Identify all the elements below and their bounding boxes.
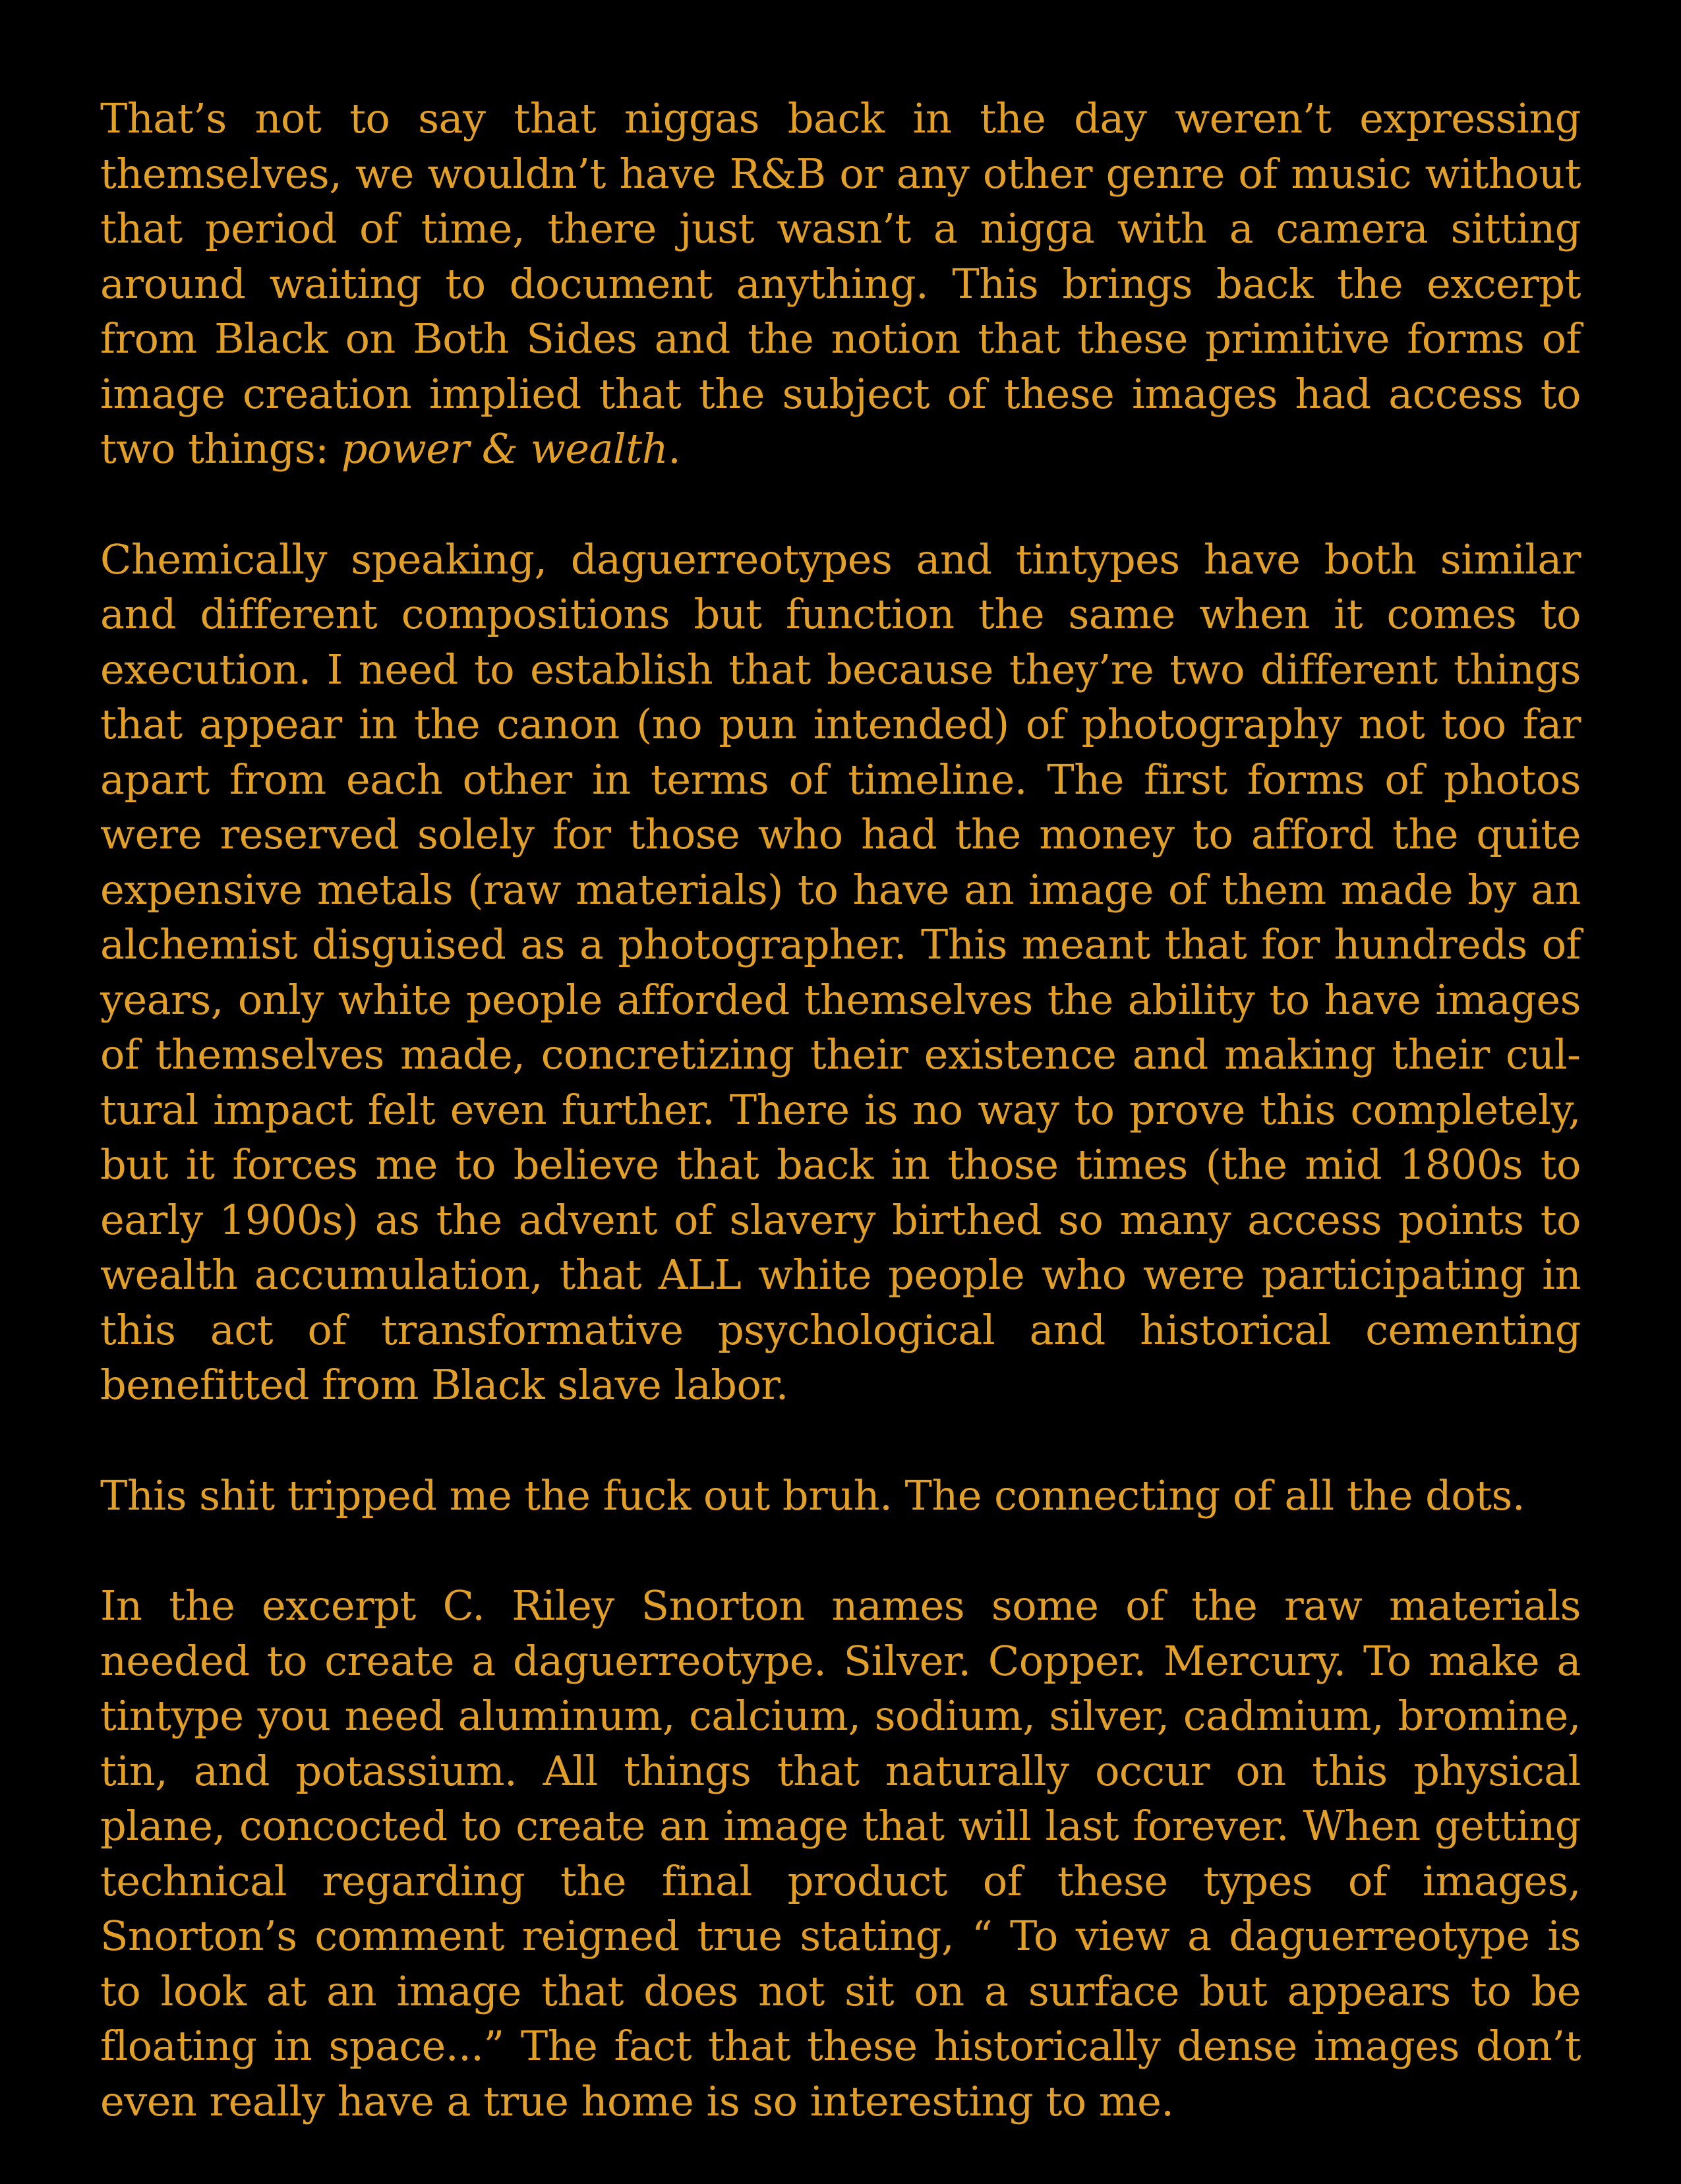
paragraph-chemistry: Chemically speaking, daguerreotypes and tintypes have both similar and different compositions but function the same when it comes to execution. I need to establish that because they’re two different things that appear in the canon (no pun intended) of photography not too far apart from each other in terms of timeline. The first forms of photos were reserved solely for those who had the money to afford the quite expensive metals (raw materials) to have an image of them made by an alchemist disguised as a photographer. This meant that for hundreds of years, only white people afforded themselves the ability to have images of themselves made, concretizing their existence and making their cultural impact felt even further. There is no way to prove this completely, but it forces me to believe that back in those times (the mid 1800s to early 1900s) as the advent of slavery birthed so many access points to wealth accumulation, that ALL white people who were participating in this act of transformative psychological and historical cementing benefitted from Black slave labor. — [100, 535, 1581, 1409]
emphasis-power-wealth: power & wealth — [341, 425, 668, 473]
paragraph-expression-tail: . — [668, 425, 681, 473]
paragraph-materials: In the excerpt C. Riley Snorton names some of the raw materials needed to create a daguerreotype. Silver. Copper. Mercury. To make a tintype you need aluminum, calcium, sodium, silver, cadmium, bromine, tin, and potassium. All things that naturally occur on this physical plane, concocted to create an image that will last forever. When getting technical regarding the final product of these types of images, Snorton’s comment reigned true stating, “ To view a daguerreotype is to look at an image that does not sit on a surface but appears to be floating in space...” The fact that these historically dense images don’t even really have a true home is so interesting to me. — [100, 1581, 1581, 2125]
paragraph-expression — [100, 91, 1581, 477]
paragraph-reaction: This shit tripped me the fuck out bruh. The connecting of all the dots. — [100, 1471, 1525, 1520]
paragraph-expression-lead: That’s not to say that niggas back in the day weren’t expressing themselves, we wouldn’t have R&B or any other genre of music without that period of time, there just wasn’t a nigga with a camera sitting around waiting to document anything. This brings back the excerpt from Black on Both Sides and the notion that these primitive forms of image creation implied that the subject of these images had access to two things: — [100, 94, 1581, 473]
essay-body — [100, 91, 1581, 2184]
